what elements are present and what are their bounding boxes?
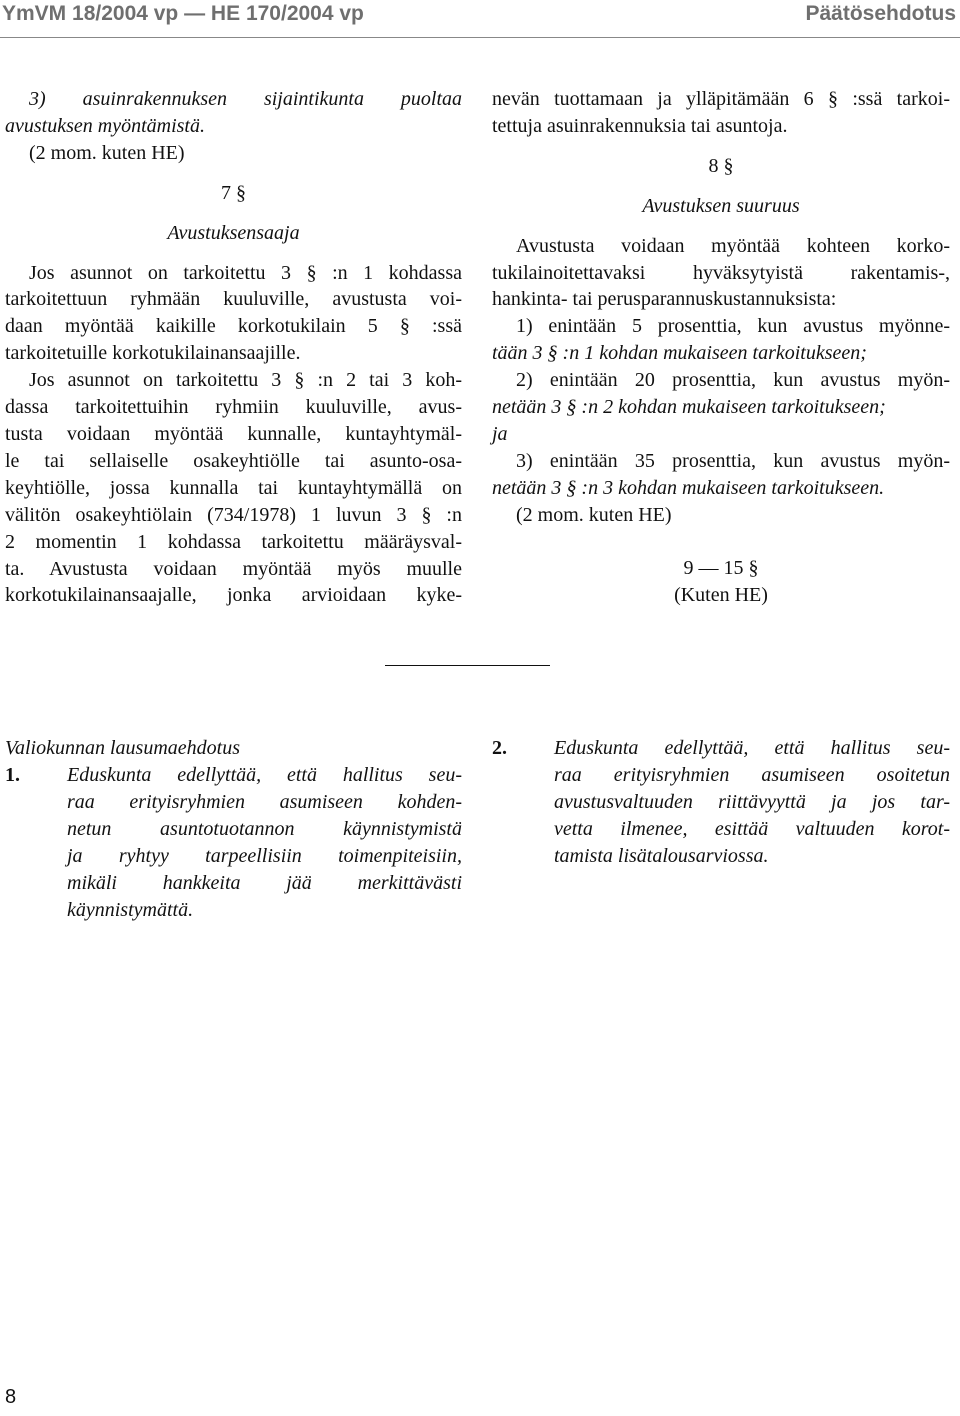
section-range-number: 9 — 15 § [683, 557, 759, 580]
text-line: tukilainoitettavaksi hyväksytyistä rakentamis-, [492, 261, 950, 284]
section-8-item-2 [492, 367, 950, 448]
text-line: Eduskunta edellyttää, että hallitus seu- [67, 764, 462, 786]
proposal-2-text [554, 735, 950, 870]
text-line: tarkoitetuille korkotukilainansaajille. [5, 342, 301, 365]
item-3-asuinrakennuksen [5, 86, 462, 140]
moment-note: (2 mom. kuten HE) [29, 141, 185, 164]
text-line: dassa tarkoitettuihin ryhmiin kuuluville, avus- [5, 396, 462, 419]
section-8-item-1 [492, 313, 950, 367]
text-line: Jos asunnot on tarkoitettu 3 § :n 2 tai 3 koh- [29, 369, 462, 392]
section-8-number: 8 § [708, 154, 734, 177]
text-line: netään 3 § :n 3 kohdan mukaiseen tarkoitukseen. [492, 476, 885, 499]
text-line: tusta voidaan myöntää kunnalle, kuntayhtymäl- [5, 422, 462, 445]
text-line: Eduskunta edellyttää, että hallitus seu- [554, 737, 950, 759]
proposals-left [5, 735, 462, 924]
section-8-item-3 [492, 448, 950, 502]
section-range-note: (Kuten HE) [674, 584, 768, 607]
page-number: 8 [5, 1386, 17, 1408]
text-line: keyhtiölle, jossa kunnalla tai kuntayhtymällä on [5, 476, 462, 499]
proposal-1-text [67, 762, 462, 924]
section-8-paragraph [492, 233, 950, 314]
text-line: tarkoitettuun ryhmään kuuluville, avustusta voi- [5, 288, 462, 311]
text-line: ja [492, 422, 508, 445]
section-7-paragraph-2-continued [492, 86, 950, 140]
section-divider [385, 665, 550, 666]
text-line: nevän tuottamaan ja ylläpitämään 6 § :ssä tarkoi- [492, 88, 950, 110]
text-line: 2) enintään 20 prosenttia, kun avustus myön- [516, 369, 950, 392]
section-7-number: 7 § [221, 181, 246, 204]
page-header [0, 0, 960, 38]
text-line: avustusvaltuuden riittävyyttä ja jos tar- [554, 791, 950, 813]
text-line: netään 3 § :n 2 kohdan mukaiseen tarkoitukseen; [492, 396, 886, 419]
text-line: raa erityisryhmien asumiseen osoitetun [554, 764, 950, 786]
text-line: ja ryhtyy tarpeellisiin toimenpiteisiin, [67, 845, 462, 867]
text-line: Avustusta voidaan myöntää kohteen korko- [516, 234, 950, 257]
text-line: korkotukilainansaajalle, jonka arvioidaan kyke- [5, 584, 462, 607]
proposal-1 [5, 762, 462, 924]
proposal-2 [492, 735, 950, 870]
text-line: vetta ilmenee, esittää valtuuden korot- [554, 818, 950, 840]
proposal-2-number: 2. [492, 737, 507, 759]
right-column [492, 86, 950, 609]
text-line: ta. Avustusta voidaan myöntää myös muulle [5, 557, 462, 580]
text-line: hankinta- tai perusparannuskustannuksista: [492, 288, 837, 311]
text-line: tään 3 § :n 1 kohdan mukaiseen tarkoitukseen; [492, 342, 867, 365]
moment-note: (2 mom. kuten HE) [516, 503, 672, 526]
proposals-heading: Valiokunnan lausumaehdotus [5, 737, 240, 759]
text-line: tamista lisätalousarviossa. [554, 845, 769, 867]
document-reference: YmVM 18/2004 vp — HE 170/2004 vp [2, 2, 364, 25]
text-line: le tai sellaiselle osakeyhtiölle tai asunto-osa- [5, 449, 462, 472]
section-7-paragraph-1 [5, 260, 462, 368]
text-line: 3) enintään 35 prosenttia, kun avustus myön- [516, 449, 950, 472]
proposal-1-number: 1. [5, 764, 20, 786]
text-line: 2 momentin 1 kohdassa tarkoitettu määräysval- [5, 530, 462, 553]
document-section-title: Päätösehdotus [805, 2, 956, 25]
text-line: käynnistymättä. [67, 899, 194, 921]
text-line: välitön osakeyhtiölain (734/1978) 1 luvun 3 § :n [5, 503, 462, 526]
text-line: mikäli hankkeita jää merkittävästi [67, 872, 462, 894]
text-line: daan myöntää kaikille korkotukilain 5 § :ssä [5, 315, 462, 338]
left-column [5, 86, 462, 609]
section-7-title: Avustuksensaaja [167, 221, 300, 244]
text-line: 1) enintään 5 prosenttia, kun avustus myönne- [516, 315, 950, 338]
proposals-right [492, 735, 950, 870]
text-line: Jos asunnot on tarkoitettu 3 § :n 1 kohdassa [29, 261, 462, 284]
text-line: tettuja asuinrakennuksia tai asuntoja. [492, 114, 788, 137]
text-line: avustuksen myöntämistä. [5, 114, 205, 137]
section-8-title: Avustuksen suuruus [642, 194, 800, 217]
text-line: raa erityisryhmien asumiseen kohden- [67, 791, 462, 813]
section-7-paragraph-2 [5, 367, 462, 609]
text-line: 3) asuinrakennuksen sijaintikunta puoltaa [29, 88, 462, 110]
text-line: netun asuntotuotannon käynnistymistä [67, 818, 462, 840]
